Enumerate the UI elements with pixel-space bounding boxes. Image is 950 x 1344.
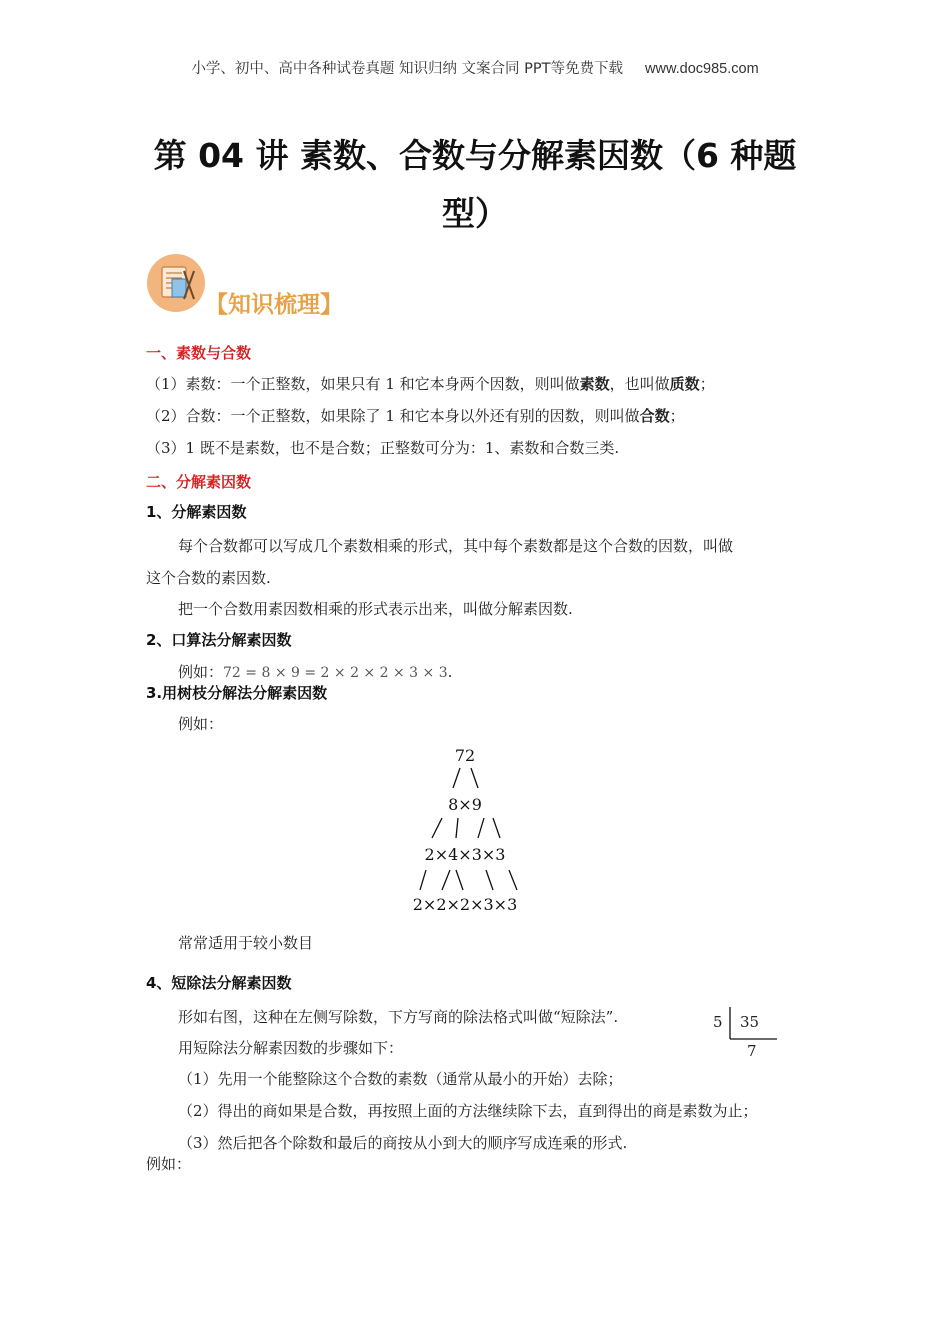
section1-item2 [146,405,685,426]
tree-row3: 2×4×3×3 [424,845,506,864]
branch-line [471,768,478,788]
item1-prefix: （1）素数：一个正整数，如果只有 1 和它本身两个因数，则叫做 [146,375,580,393]
header-text: 小学、初中、高中各种试卷真题 知识归纳 文案合同 PPT等免费下载 [191,61,624,77]
page-title-line2: 型） [442,194,508,233]
section1-item1 [146,373,715,394]
section1-heading: 一、素数与合数 [146,344,252,362]
sub1-para1-line1: 每个合数都可以写成几个素数相乘的形式，其中每个素数都是这个合数的因数，叫做 [178,537,734,555]
tree-row1: 72 [454,746,476,765]
sub4-step2: （2）得出的商如果是合数，再按照上面的方法继续除下去，直到得出的商是素数为止； [178,1102,758,1120]
branch-line [509,870,517,890]
item2-term: 合数 [639,407,670,425]
item1-middle: ，也叫做 [609,375,670,393]
tree-branches [400,760,540,900]
branch-line [442,870,450,890]
sub2-formula: 72 = 8 × 9 = 2 × 2 × 2 × 3 × 3 [223,665,448,681]
sub1-title: 1、分解素因数 [146,503,247,521]
short-division-quotient: 7 [747,1042,757,1060]
section1-item3: （3）1 既不是素数，也不是合数；正整数可分为：1、素数和合数三类. [146,439,620,457]
short-division-bracket [725,1005,785,1045]
sub1-para2: 把一个合数用素因数相乘的形式表示出来，叫做分解素因数. [178,600,573,618]
branch-line [493,818,500,838]
branch-line [478,818,484,838]
short-division-divisor: 5 [713,1013,723,1031]
page-header [0,57,950,78]
sub4-desc: 形如右图，这种在左侧写除数，下方写商的除法格式叫做“短除法”. [178,1008,619,1026]
item1-term1: 素数 [579,375,610,393]
sub3-title: 3.用树枝分解法分解素因数 [146,684,328,702]
item1-term2: 质数 [669,375,700,393]
tree-row2: 8×9 [448,795,482,814]
sub2-title: 2、口算法分解素因数 [146,631,292,649]
short-division-dividend: 35 [740,1013,760,1031]
branch-line [453,768,460,788]
sub4-title: 4、短除法分解素因数 [146,974,292,992]
notebook-icon [146,253,206,313]
branch-line [456,870,463,890]
sub2-example-label: 例如： [178,663,224,681]
header-url[interactable]: www.doc985.com [645,61,759,77]
section2-heading: 二、分解素因数 [146,473,252,491]
branch-line [456,818,458,838]
branch-line [432,818,442,838]
branch-line [420,870,426,890]
item1-suffix: ； [699,375,715,393]
sub4-step1: （1）先用一个能整除这个合数的素数（通常从最小的开始）去除； [178,1070,623,1088]
branch-line [486,870,493,890]
item2-prefix: （2）合数：一个正整数，如果除了 1 和它本身以外还有别的因数，则叫做 [146,407,640,425]
sub3-example-label: 例如： [178,715,224,733]
sub3-note: 常常适用于较小数目 [178,934,314,952]
sub4-example-label: 例如： [146,1155,192,1173]
item2-suffix: ； [669,407,685,425]
sub2-end: . [447,663,453,681]
sub1-para1-line2: 这个合数的素因数. [146,569,271,587]
page-title-line1: 第 04 讲 素数、合数与分解素因数（6 种题 [153,136,797,175]
sub4-step3: （3）然后把各个除数和最后的商按从小到大的顺序写成连乘的形式. [178,1134,628,1152]
tree-row4: 2×2×2×3×3 [412,895,518,914]
knowledge-badge: 【知识梳理】 [205,292,343,318]
sub2-example [178,661,452,682]
sub4-steps-intro: 用短除法分解素因数的步骤如下： [178,1039,404,1057]
